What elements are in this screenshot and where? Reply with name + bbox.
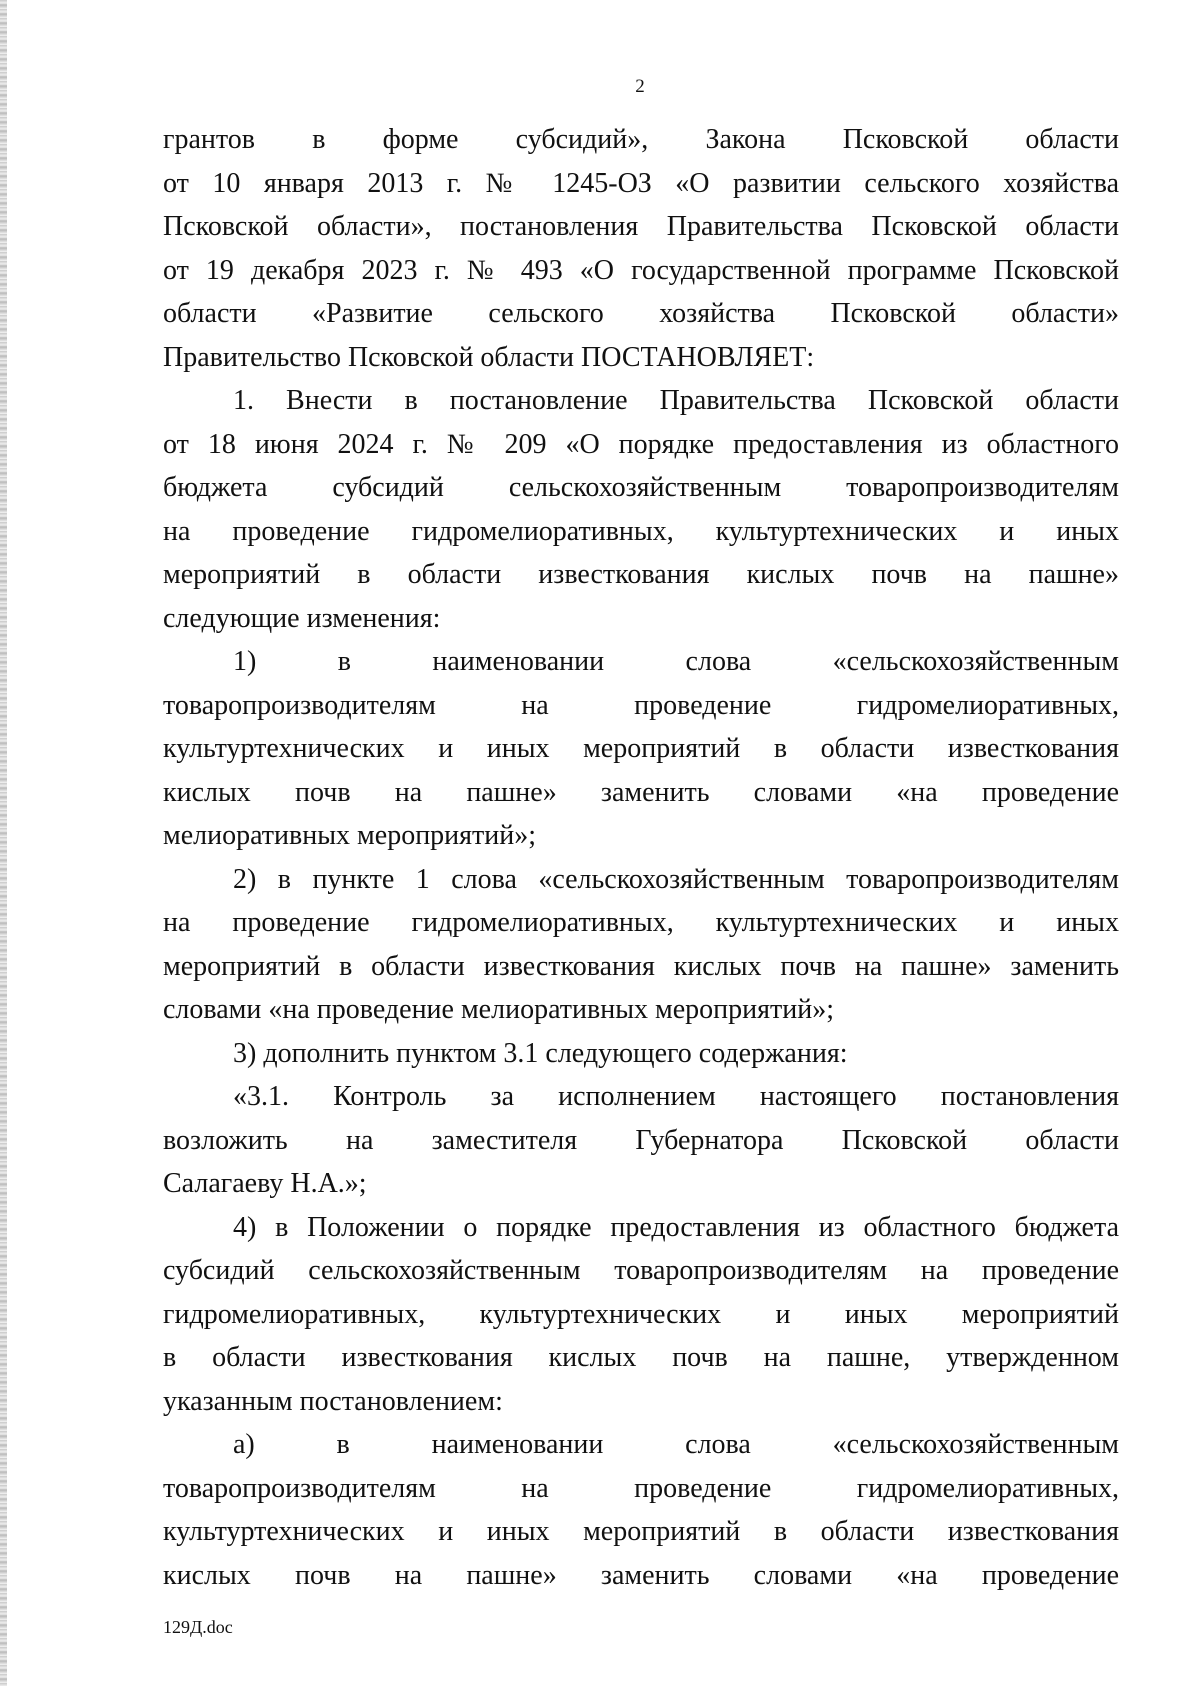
text-line: следующие изменения: xyxy=(163,602,441,634)
text-line: гидромелиоративных, культуртехнических и иных мероприятий xyxy=(163,1298,1119,1330)
text-line: в области известкования кислых почв на пашне, утвержденном xyxy=(163,1342,1119,1373)
text-line: словами «на проведение мелиоративных мероприятий»; xyxy=(163,994,834,1025)
text-line: субсидий сельскохозяйственным товаропроизводителям на проведение xyxy=(163,1255,1119,1286)
text-line: на проведение гидромелиоративных, культуртехнических и иных xyxy=(163,515,1119,547)
text-line: товаропроизводителям на проведение гидромелиоративных, xyxy=(163,689,1119,721)
text-line: Правительство Псковской области ПОСТАНОВЛЯЕТ: xyxy=(163,341,815,373)
text-line: указанным постановлением: xyxy=(163,1385,503,1417)
text-line: кислых почв на пашне» заменить словами «на проведение xyxy=(163,776,1119,808)
scan-edge xyxy=(0,0,7,1686)
text-line: грантов в форме субсидий», Закона Псковской области xyxy=(163,124,1119,155)
footer-filename: 129Д.doc xyxy=(163,1617,233,1637)
text-line: области «Развитие сельского хозяйства Псковской области» xyxy=(163,298,1119,329)
text-line: мероприятий в области известкования кислых почв на пашне» заменить xyxy=(163,950,1119,982)
page-number: 2 xyxy=(635,76,645,97)
text-line: Псковской области», постановления Правительства Псковской области xyxy=(163,211,1119,242)
text-line: товаропроизводителям на проведение гидромелиоративных, xyxy=(163,1472,1119,1504)
text-line: кислых почв на пашне» заменить словами «на проведение xyxy=(163,1559,1119,1591)
text-line: 4) в Положении о порядке предоставления из областного бюджета xyxy=(233,1211,1119,1243)
text-line: культуртехнических и иных мероприятий в области известкования xyxy=(163,1516,1119,1547)
text-line: Салагаеву Н.А.»; xyxy=(163,1168,367,1199)
text-line: 2) в пункте 1 слова «сельскохозяйственным товаропроизводителям xyxy=(233,863,1119,895)
text-line: бюджета субсидий сельскохозяйственным товаропроизводителям xyxy=(163,472,1119,503)
document-body xyxy=(163,118,1119,1597)
text-line: от 10 января 2013 г. № 1245-ОЗ «О развитии сельского хозяйства xyxy=(163,167,1119,199)
text-line: 1. Внести в постановление Правительства Псковской области xyxy=(233,385,1119,416)
text-line: от 19 декабря 2023 г. № 493 «О государственной программе Псковской xyxy=(163,254,1119,286)
text-line: «3.1. Контроль за исполнением настоящего постановления xyxy=(233,1081,1119,1112)
text-line: 1) в наименовании слова «сельскохозяйственным xyxy=(233,646,1119,677)
text-line: мероприятий в области известкования кислых почв на пашне» xyxy=(163,559,1119,590)
text-line: 3) дополнить пунктом 3.1 следующего содержания: xyxy=(233,1037,848,1069)
text-line: возложить на заместителя Губернатора Псковской области xyxy=(163,1124,1119,1156)
text-line: мелиоративных мероприятий»; xyxy=(163,820,537,851)
text-line: а) в наименовании слова «сельскохозяйственным xyxy=(233,1429,1119,1460)
text-line: культуртехнических и иных мероприятий в области известкования xyxy=(163,733,1119,764)
text-line: от 18 июня 2024 г. № 209 «О порядке предоставления из областного xyxy=(163,428,1119,460)
text-line: на проведение гидромелиоративных, культуртехнических и иных xyxy=(163,907,1119,938)
